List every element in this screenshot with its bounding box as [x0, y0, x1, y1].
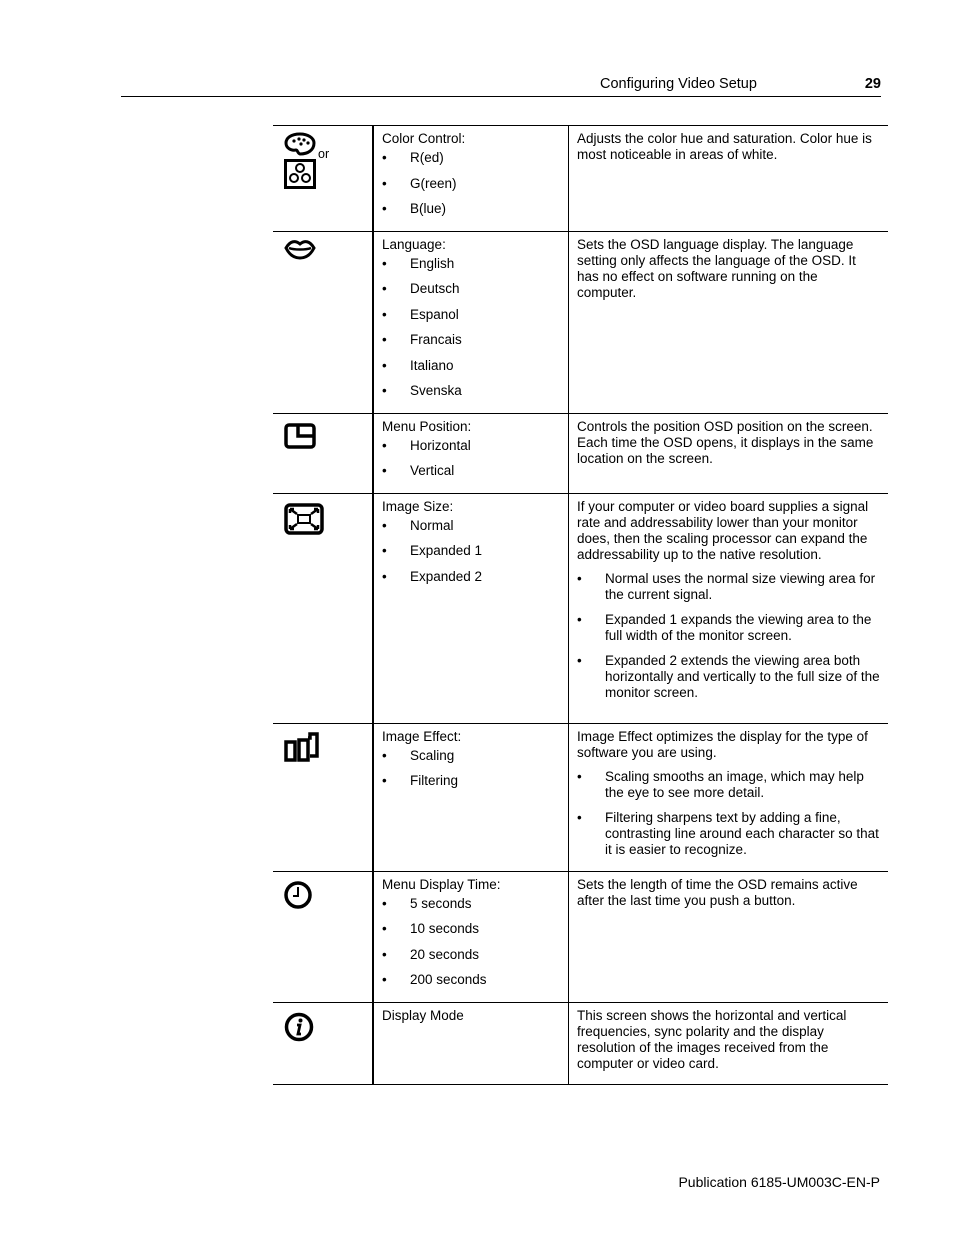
icon-cell [273, 413, 373, 493]
option-item: • 10 seconds [382, 921, 562, 947]
description-text: Image Effect optimizes the display for the type of software you are using. [577, 728, 868, 760]
menu-position-icon [284, 423, 316, 449]
description-cell [569, 413, 889, 493]
option-item: • Vertical [382, 463, 562, 489]
table-row [273, 1002, 888, 1084]
icon-cell [273, 871, 373, 1002]
option-item: • Horizontal [382, 438, 562, 464]
option-item: • 5 seconds [382, 896, 562, 922]
icon-connector: or [318, 147, 330, 161]
option-item: • Svenska [382, 383, 562, 409]
option-item: • Francais [382, 332, 562, 358]
option-item: • Normal [382, 518, 562, 544]
description-item: • Filtering sharpens text by adding a fine, contrasting line around each character so that it is easier to recognize. [577, 810, 880, 858]
table-row [273, 231, 888, 413]
table-row [273, 413, 888, 493]
color-dots-icon [284, 159, 316, 189]
option-item: • B(lue) [382, 201, 562, 227]
osd-settings-table [273, 125, 888, 1085]
icon-cell [273, 493, 373, 723]
table-row [273, 493, 888, 723]
palette-icon [284, 132, 316, 156]
description-cell [569, 126, 889, 232]
table-row [273, 126, 888, 232]
info-icon [284, 1012, 314, 1042]
description-text: Controls the position OSD position on the screen. Each time the OSD opens, it displays in the same location on the screen. [577, 418, 874, 466]
setting-title: Display Mode [382, 1007, 464, 1023]
setting-cell [373, 413, 569, 493]
option-list [382, 438, 562, 489]
description-text: Sets the OSD language display. The language setting only affects the language of the OSD. It has no effect on software running on the computer. [577, 236, 856, 300]
setting-title: Menu Position: [382, 418, 472, 434]
setting-cell [373, 231, 569, 413]
option-item: • Deutsch [382, 281, 562, 307]
publication-footer: Publication 6185-UM003C-EN-P [678, 1174, 880, 1190]
setting-cell [373, 871, 569, 1002]
description-text: If your computer or video board supplies a signal rate and addressability lower than your monitor does, then the scaling processor can expand the addressability up to the native resolution. [577, 498, 869, 562]
image-size-icon [284, 503, 324, 535]
section-title: Configuring Video Setup [600, 76, 757, 92]
description-text: Adjusts the color hue and saturation. Color hue is most noticeable in areas of white. [577, 131, 872, 162]
setting-cell [373, 1002, 569, 1084]
setting-cell [373, 493, 569, 723]
description-list [577, 571, 880, 701]
table-row [273, 723, 888, 871]
setting-cell [373, 723, 569, 871]
icon-cell [273, 723, 373, 871]
lips-icon [284, 238, 316, 260]
option-list [382, 896, 562, 998]
icon-cell [273, 231, 373, 413]
clock-icon [284, 880, 314, 910]
option-item: • 200 seconds [382, 972, 562, 998]
option-list [382, 748, 562, 799]
option-item: • 20 seconds [382, 947, 562, 973]
description-cell [569, 723, 889, 871]
description-item: • Expanded 2 extends the viewing area both horizontally and vertically to the full size of the monitor screen. [577, 653, 880, 701]
image-effect-icon [284, 732, 320, 762]
setting-title: Menu Display Time: [382, 876, 501, 892]
option-list [382, 518, 562, 595]
setting-cell [373, 126, 569, 232]
table-row [273, 871, 888, 1002]
description-list [577, 769, 880, 858]
setting-title: Image Size: [382, 498, 454, 514]
description-item: • Expanded 1 expands the viewing area to the full width of the monitor screen. [577, 612, 880, 644]
description-cell [569, 231, 889, 413]
option-list [382, 256, 562, 409]
setting-title: Color Control: [382, 131, 466, 146]
option-item: • Filtering [382, 773, 562, 799]
option-item: • Italiano [382, 358, 562, 384]
option-item: • G(reen) [382, 176, 562, 202]
option-item: • R(ed) [382, 150, 562, 176]
description-cell [569, 1002, 889, 1084]
page-header [121, 74, 881, 97]
description-cell [569, 493, 889, 723]
option-list [382, 150, 562, 227]
description-text: Sets the length of time the OSD remains active after the last time you push a button. [577, 876, 858, 908]
option-item: • English [382, 256, 562, 282]
option-item: • Expanded 2 [382, 569, 562, 595]
icon-cell [273, 126, 373, 232]
option-item: • Expanded 1 [382, 543, 562, 569]
option-item: • Scaling [382, 748, 562, 774]
description-item: • Scaling smooths an image, which may help the eye to see more detail. [577, 769, 880, 801]
setting-title: Image Effect: [382, 728, 462, 744]
page-number: 29 [864, 76, 881, 92]
description-item: • Normal uses the normal size viewing area for the current signal. [577, 571, 880, 603]
description-cell [569, 871, 889, 1002]
setting-title: Language: [382, 236, 446, 252]
icon-cell [273, 1002, 373, 1084]
description-text: This screen shows the horizontal and vertical frequencies, sync polarity and the display resolution of the images received from the computer or video card. [577, 1007, 847, 1071]
option-item: • Espanol [382, 307, 562, 333]
